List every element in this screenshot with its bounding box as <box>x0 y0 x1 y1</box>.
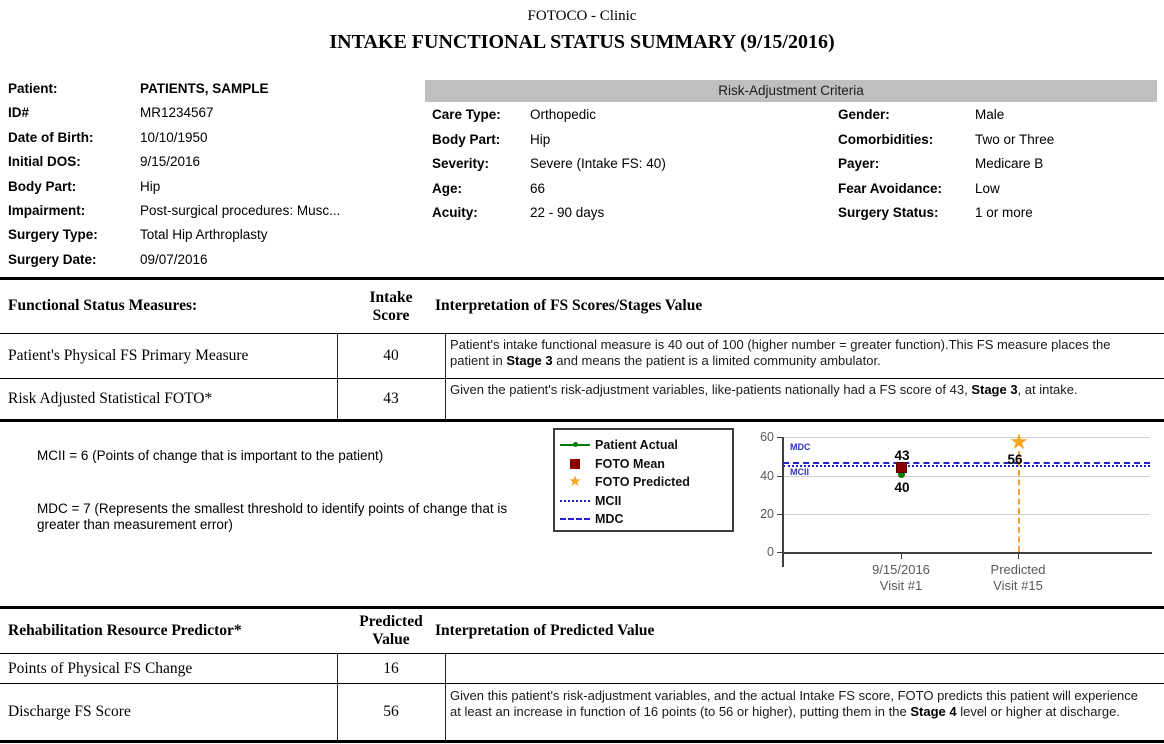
field-value: 09/07/2016 <box>140 251 208 267</box>
measure-name: Points of Physical FS Change <box>8 659 193 677</box>
y-tick-label: 40 <box>760 468 774 483</box>
patient-info-row <box>8 223 418 247</box>
risk-row <box>432 128 822 153</box>
field-value: MR1234567 <box>140 105 214 121</box>
foto-mean-square-icon <box>555 459 595 469</box>
legend-item: MDC <box>555 510 732 529</box>
legend-item: MCII <box>555 492 732 511</box>
y-tick <box>777 476 782 477</box>
fs-score-chart <box>740 425 1164 605</box>
risk-criteria-right-column <box>838 103 1164 226</box>
field-value: 10/10/1950 <box>140 129 208 145</box>
x-axis <box>782 552 1152 554</box>
patient-info-row <box>8 126 418 150</box>
x-tick-label: Predicted Visit #15 <box>990 562 1046 593</box>
y-tick <box>777 552 782 553</box>
field-value: Male <box>975 107 1005 122</box>
data-label-patient-actual: 40 <box>894 480 910 495</box>
foto-predicted-star-icon: ★ <box>568 473 582 491</box>
interpretation-text: Patient's intake functional measure is 40 out of 100 (higher number = greater function).This FS measure places the patient in Stage 3 and means the patient is a limited community ambulator. <box>450 337 1111 368</box>
y-tick-label: 20 <box>760 507 774 522</box>
field-label: Gender: <box>838 107 890 122</box>
clinic-name: FOTOCO - Clinic <box>527 8 637 24</box>
field-value: Two or Three <box>975 131 1055 147</box>
table-header <box>0 280 1164 333</box>
field-label: Patient: <box>8 81 58 96</box>
patient-info-row <box>8 101 418 125</box>
legend-item: ★ FOTO Predicted <box>555 473 732 492</box>
table-body <box>0 653 1164 740</box>
data-label-foto-mean: 43 <box>894 448 910 463</box>
table-row <box>0 654 1164 683</box>
measure-name: Patient's Physical FS Primary Measure <box>8 347 249 364</box>
foto-predicted-star: ★ <box>1009 429 1029 454</box>
field-label: Body Part: <box>432 131 501 147</box>
field-label: Payer: <box>838 156 880 171</box>
table-row <box>0 334 1164 378</box>
column-header: Functional Status Measures: <box>8 297 198 314</box>
risk-criteria-left-column <box>432 103 822 226</box>
field-label: Severity: <box>432 156 490 171</box>
table-header <box>0 609 1164 653</box>
field-value: Orthopedic <box>530 107 597 122</box>
y-tick-label: 0 <box>767 545 774 559</box>
mcii-reference-line <box>783 465 1150 467</box>
field-label: Surgery Type: <box>8 227 98 243</box>
field-value: 1 or more <box>975 205 1033 220</box>
patient-info-row <box>8 175 418 199</box>
foto-mean-point <box>896 462 907 473</box>
field-label: Care Type: <box>432 107 501 122</box>
mcii-line-label: MCII <box>790 467 809 477</box>
field-label: Acuity: <box>432 205 478 220</box>
x-tick <box>901 554 902 559</box>
patient-info-row <box>8 77 418 101</box>
field-value: Low <box>975 180 1000 196</box>
risk-row <box>838 177 1164 202</box>
patient-info-row <box>8 248 418 272</box>
field-value: Total Hip Arthroplasty <box>140 227 268 243</box>
table-row <box>0 683 1164 740</box>
page-title: INTAKE FUNCTIONAL STATUS SUMMARY (9/15/2016) <box>329 31 835 53</box>
functional-status-table <box>0 277 1164 422</box>
risk-row <box>432 201 822 226</box>
field-label: Date of Birth: <box>8 129 94 145</box>
predicted-value: 16 <box>383 659 399 677</box>
predicted-value: 56 <box>383 703 399 720</box>
column-header: Rehabilitation Resource Predictor* <box>8 622 242 639</box>
x-tick-label: 9/15/2016 Visit #1 <box>872 562 930 593</box>
field-value: Medicare B <box>975 156 1044 171</box>
data-label-predicted: 56 <box>1007 452 1023 467</box>
risk-row <box>432 152 822 177</box>
field-label: ID# <box>8 105 30 121</box>
field-value: Severe (Intake FS: 40) <box>530 156 666 171</box>
field-value: Hip <box>140 178 161 194</box>
field-value: 9/15/2016 <box>140 154 201 170</box>
field-value: Hip <box>530 131 551 147</box>
field-label: Comorbidities: <box>838 131 934 147</box>
patient-info-block <box>8 77 418 272</box>
risk-adjustment-header: Risk-Adjustment Criteria <box>425 80 1157 102</box>
y-tick <box>777 514 782 515</box>
field-label: Impairment: <box>8 202 86 218</box>
mdc-reference-line <box>783 462 1150 464</box>
gridline <box>783 437 1150 438</box>
y-axis <box>782 437 784 567</box>
mcii-note: MCII = 6 (Points of change that is important to the patient) <box>37 448 384 463</box>
field-value: Post-surgical procedures: Musc... <box>140 202 341 218</box>
intake-score-value: 43 <box>383 390 399 407</box>
table-row <box>0 378 1164 419</box>
gridline <box>783 476 1150 477</box>
field-label: Surgery Status: <box>838 205 939 220</box>
legend-item: FOTO Mean <box>555 455 732 474</box>
risk-row <box>432 177 822 202</box>
mdc-dash-dot-line-icon <box>555 518 595 520</box>
column-header: Predicted Value <box>359 613 423 648</box>
interpretation-text: Given the patient's risk-adjustment variables, like-patients nationally had a FS score of 43, Stage 3, at intake. <box>450 382 1078 397</box>
risk-row <box>432 103 822 128</box>
y-tick <box>777 437 782 438</box>
measure-name: Risk Adjusted Statistical FOTO* <box>8 390 213 407</box>
field-value: 66 <box>530 180 546 196</box>
interpretation-text: Given this patient's risk-adjustment variables, and the actual Intake FS score, FOTO predicts this patient will experience at least an increase in function of 16 points (to 56 or higher), putting them in the Stage 4 level or higher at discharge. <box>450 688 1138 719</box>
field-label: Age: <box>432 180 462 196</box>
table-body <box>0 333 1164 419</box>
column-header: Intake Score <box>369 289 413 324</box>
patient-info-row <box>8 150 418 174</box>
y-tick-label: 60 <box>760 430 774 444</box>
field-value: PATIENTS, SAMPLE <box>140 81 269 96</box>
intake-score-value: 40 <box>383 347 399 364</box>
field-label: Body Part: <box>8 178 77 194</box>
field-label: Fear Avoidance: <box>838 180 943 196</box>
x-tick <box>1018 554 1019 559</box>
measure-name: Discharge FS Score <box>8 703 131 720</box>
risk-row <box>838 201 1164 226</box>
field-label: Surgery Date: <box>8 251 97 267</box>
patient-info-row <box>8 199 418 223</box>
patient-actual-line-icon <box>555 444 595 446</box>
risk-row <box>838 103 1164 128</box>
field-label: Initial DOS: <box>8 154 81 170</box>
mdc-note: MDC = 7 (Represents the smallest threshold to identify points of change that is greater than measurement error) <box>37 501 508 532</box>
mdc-line-label: MDC <box>790 442 811 452</box>
legend-item: Patient Actual <box>555 436 732 455</box>
column-header: Interpretation of FS Scores/Stages Value <box>435 297 703 314</box>
mcii-dotted-line-icon <box>555 500 595 502</box>
chart-legend <box>553 428 734 532</box>
risk-row <box>838 152 1164 177</box>
field-value: 22 - 90 days <box>530 205 605 220</box>
risk-row <box>838 128 1164 153</box>
column-header: Interpretation of Predicted Value <box>435 622 655 639</box>
gridline <box>783 514 1150 515</box>
predictor-table <box>0 606 1164 743</box>
